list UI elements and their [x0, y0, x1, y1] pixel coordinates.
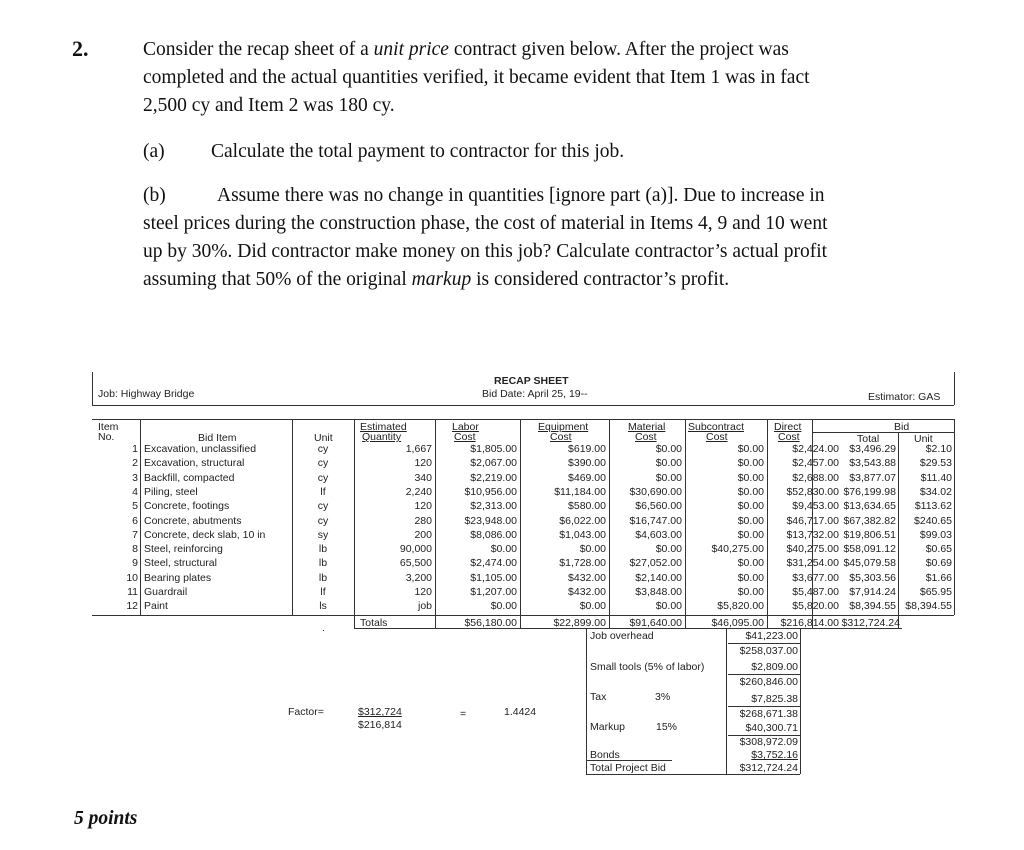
- cell-no: 7: [132, 528, 138, 541]
- estimator: Estimator: GAS: [868, 391, 941, 403]
- cell-equip: $1,043.00: [559, 528, 606, 541]
- totals-top-rule: [354, 615, 954, 616]
- cell-item: Excavation, structural: [144, 457, 245, 470]
- factor-equals: =: [460, 708, 467, 720]
- header-sub-2: Cost: [706, 431, 728, 443]
- sheet-title: RECAP SHEET: [494, 375, 569, 387]
- totals-label: Totals: [360, 617, 388, 629]
- cell-equip: $1,728.00: [559, 557, 606, 570]
- header-mat-2: Cost: [635, 431, 657, 443]
- factor-denominator: $216,814: [358, 719, 402, 731]
- totals-direct: $216,814.00: [780, 617, 839, 629]
- cell-qty: 120: [414, 500, 432, 513]
- sheet-left-border: [92, 372, 93, 405]
- cell-sub: $0.00: [737, 471, 764, 484]
- job-overhead-label: Job overhead: [590, 630, 654, 642]
- part-b-text: is considered contractor’s profit.: [471, 269, 730, 290]
- cell-equip: $432.00: [568, 586, 606, 598]
- cell-equip: $432.00: [568, 571, 606, 584]
- cell-qty: 1,667: [405, 443, 432, 455]
- cell-direct: $46,717.00: [786, 514, 839, 527]
- part-a-label: (a): [143, 141, 165, 162]
- cell-unit: cy: [317, 514, 329, 527]
- part-b-line-4: [143, 266, 948, 294]
- col-rule: [954, 419, 955, 615]
- cell-sub: $0.00: [737, 514, 764, 527]
- cell-unit-price: $113.62: [914, 500, 952, 513]
- header-direct-2: Cost: [778, 431, 800, 443]
- cell-qty: 90,000: [399, 543, 432, 556]
- points-label: 5 points: [74, 808, 138, 829]
- sheet-top-rule: [92, 405, 954, 406]
- cell-unit: cy: [317, 471, 329, 484]
- cell-item: Bearing plates: [144, 571, 212, 584]
- cell-direct: $13,732.00: [786, 528, 839, 541]
- cell-item: Concrete, footings: [144, 500, 230, 513]
- cell-total: $58,091.12: [843, 543, 896, 556]
- header-direct-1: Direct: [774, 421, 802, 433]
- cell-total: $7,914.24: [849, 586, 896, 598]
- totals-bid: $312,724.24: [841, 617, 900, 629]
- cell-unit: sy: [317, 528, 329, 541]
- cell-item: Concrete, deck slab, 10 in: [144, 528, 266, 541]
- cell-sub: $40,275.00: [711, 543, 764, 556]
- cell-mat: $4,603.00: [635, 528, 682, 541]
- cell-no: 10: [126, 571, 138, 584]
- cell-no: 4: [132, 485, 138, 498]
- cell-direct: $2,688.00: [792, 471, 839, 484]
- totals-mat: $91,640.00: [629, 617, 682, 629]
- cell-direct: $3,677.00: [792, 571, 839, 584]
- cell-qty: 65,500: [399, 557, 432, 570]
- cell-qty: job: [417, 600, 432, 613]
- intro-line-2: completed and the actual quantities verified, it became evident that Item 1 was in fact: [143, 67, 810, 88]
- part-b-line-3: up by 30%. Did contractor make money on this job? Calculate contractor’s actual profit: [143, 241, 828, 262]
- cell-qty: 340: [414, 471, 432, 484]
- header-qty-1: Estimated: [360, 421, 407, 433]
- cell-total: $45,079.58: [843, 557, 896, 570]
- cell-unit: cy: [317, 457, 329, 470]
- cell-qty: 120: [414, 586, 432, 598]
- cell-sub: $0.00: [737, 528, 764, 541]
- cell-mat: $0.00: [655, 600, 682, 613]
- tax-label: Tax: [590, 691, 607, 703]
- header-mat-1: Material: [628, 421, 666, 433]
- cell-item: Paint: [144, 600, 168, 613]
- cell-unit-price: $0.69: [925, 557, 952, 570]
- cell-total: $3,543.88: [849, 457, 896, 470]
- intro-line-3: 2,500 cy and Item 2 was 180 cy.: [143, 95, 395, 116]
- cell-unit-price: $240.65: [914, 514, 952, 527]
- cell-unit: lf: [320, 586, 326, 598]
- cell-unit-price: $29.53: [919, 457, 952, 470]
- cell-equip: $619.00: [568, 443, 606, 455]
- sheet-header-rule: [92, 419, 954, 420]
- intro-text: Consider the recap sheet of a: [143, 39, 374, 60]
- subtotal-4: $308,972.09: [739, 736, 798, 748]
- cell-equip: $0.00: [579, 600, 606, 613]
- cell-equip: $390.00: [568, 457, 606, 470]
- header-no: No.: [98, 431, 115, 443]
- stray-dot: .: [322, 622, 325, 634]
- factor-label: Factor=: [288, 706, 324, 718]
- cell-item: Concrete, abutments: [144, 514, 242, 527]
- cell-unit-price: $8,394.55: [905, 600, 952, 613]
- part-a: [143, 141, 624, 163]
- intro-line-1: [143, 36, 943, 64]
- summary-left-rule: [586, 628, 587, 774]
- cell-no: 3: [132, 471, 138, 484]
- part-b: [143, 182, 948, 294]
- bonds-rule: [586, 760, 672, 761]
- header-bid-item: Bid Item: [198, 432, 237, 444]
- header-sub-1: Subcontract: [688, 421, 745, 433]
- cell-no: 5: [132, 500, 138, 513]
- cell-unit: lb: [318, 571, 328, 584]
- cell-total: $5,303.56: [849, 571, 896, 584]
- cell-direct: $2,424.00: [792, 443, 839, 455]
- cell-labor: $0.00: [490, 543, 517, 556]
- summary-rule: [728, 643, 800, 644]
- header-item: Item: [98, 421, 119, 433]
- cell-labor: $1,805.00: [470, 443, 517, 455]
- cell-sub: $5,820.00: [717, 600, 764, 613]
- cell-labor: $23,948.00: [464, 514, 517, 527]
- cell-unit: cy: [317, 500, 329, 513]
- cell-mat: $0.00: [655, 457, 682, 470]
- bonds-value: $3,752.16: [751, 749, 798, 761]
- cell-labor: $2,067.00: [470, 457, 517, 470]
- cell-total: $8,394.55: [849, 600, 896, 613]
- cell-unit-price: $34.02: [919, 485, 952, 498]
- cell-mat: $6,560.00: [635, 500, 682, 513]
- subtotal-3: $268,671.38: [739, 708, 798, 720]
- intro-text: contract given below. After the project was: [448, 39, 789, 60]
- cell-equip: $580.00: [568, 500, 606, 513]
- subtotal-1: $258,037.00: [739, 645, 798, 657]
- recap-sheet: [92, 372, 954, 778]
- cell-no: 8: [132, 543, 138, 556]
- tax-value: $7,825.38: [751, 693, 798, 705]
- header-labor-2: Cost: [454, 431, 476, 443]
- cell-total: $19,806.51: [843, 528, 896, 541]
- cell-mat: $2,140.00: [635, 571, 682, 584]
- cell-direct: $9,453.00: [792, 500, 839, 513]
- part-b-label: (b): [143, 185, 166, 206]
- cell-total: $67,382.82: [843, 514, 896, 527]
- rows-bottom-rule: [92, 615, 354, 616]
- cell-unit-price: $2.10: [925, 443, 952, 455]
- cell-qty: 200: [414, 528, 432, 541]
- cell-mat: $27,052.00: [629, 557, 682, 570]
- question-number: 2.: [72, 36, 89, 61]
- cell-total: $76,199.98: [843, 485, 896, 498]
- header-bid: Bid: [894, 421, 910, 433]
- cell-equip: $469.00: [568, 471, 606, 484]
- total-bid-value: $312,724.24: [739, 762, 798, 774]
- header-total: Total: [857, 433, 880, 445]
- cell-mat: $0.00: [655, 443, 682, 455]
- header-labor-1: Labor: [452, 421, 479, 433]
- cell-unit-price: $11.40: [920, 471, 952, 484]
- cell-mat: $0.00: [655, 543, 682, 556]
- part-b-line-1: [143, 182, 948, 210]
- cell-direct: $31,254.00: [786, 557, 839, 570]
- factor-numerator: $312,724: [358, 706, 402, 718]
- markup-value: $40,300.71: [745, 722, 798, 734]
- cell-qty: 2,240: [405, 485, 432, 498]
- cell-labor: $1,105.00: [470, 571, 517, 584]
- cell-qty: 120: [414, 457, 432, 470]
- summary-mid-rule: [726, 628, 727, 774]
- header-unit: Unit: [314, 432, 333, 444]
- cell-direct: $5,487.00: [792, 586, 839, 598]
- job-name: Job: Highway Bridge: [98, 388, 195, 400]
- summary-rule: [728, 674, 800, 675]
- col-rule: [140, 419, 141, 615]
- cell-sub: $0.00: [737, 500, 764, 513]
- summary-right-rule: [800, 628, 801, 774]
- cell-item: Steel, structural: [144, 557, 217, 570]
- factor-value: 1.4424: [504, 706, 537, 718]
- cell-unit: ls: [319, 600, 327, 613]
- cell-qty: 280: [414, 514, 432, 527]
- summary-rule: [728, 706, 800, 707]
- cell-sub: $0.00: [737, 586, 764, 598]
- header-equip-1: Equipment: [538, 421, 589, 433]
- header-equip-2: Cost: [550, 431, 572, 443]
- cell-item: Backfill, compacted: [144, 471, 235, 484]
- cell-sub: $0.00: [737, 557, 764, 570]
- cell-no: 12: [126, 600, 138, 613]
- cell-total: $3,496.29: [849, 443, 896, 455]
- part-b-line-2: steel prices during the construction phase, the cost of material in Items 4, 9 and 10 went: [143, 213, 828, 234]
- cell-qty: 3,200: [405, 571, 432, 584]
- question-intro: [143, 36, 943, 120]
- cell-unit-price: $65.95: [919, 586, 952, 598]
- header-qty-2: Quantity: [362, 431, 402, 443]
- part-b-emphasis: markup: [411, 269, 472, 290]
- cell-no: 1: [132, 443, 138, 455]
- cell-labor: $8,086.00: [470, 528, 517, 541]
- cell-mat: $16,747.00: [629, 514, 682, 527]
- cell-unit-price: $0.65: [925, 543, 952, 556]
- bid-date: Bid Date: April 25, 19--: [482, 388, 588, 400]
- cell-labor: $0.00: [490, 600, 517, 613]
- cell-sub: $0.00: [737, 443, 764, 455]
- cell-item: Piling, steel: [144, 485, 198, 498]
- totals-labor: $56,180.00: [464, 617, 517, 629]
- markup-label: Markup: [590, 721, 626, 733]
- small-tools-label: Small tools (5% of labor): [590, 661, 705, 673]
- cell-unit-price: $99.03: [919, 528, 952, 541]
- markup-rate: 15%: [656, 721, 678, 733]
- cell-equip: $0.00: [579, 543, 606, 556]
- cell-sub: $0.00: [737, 457, 764, 470]
- cell-labor: $10,956.00: [464, 485, 517, 498]
- cell-unit: cy: [317, 443, 329, 455]
- cell-mat: $3,848.00: [635, 586, 682, 598]
- cell-unit: lb: [318, 543, 328, 556]
- cell-direct: $40,275.00: [786, 543, 839, 556]
- cell-equip: $11,184.00: [554, 485, 606, 498]
- cell-labor: $2,313.00: [470, 500, 517, 513]
- cell-total: $3,877.07: [849, 471, 896, 484]
- cell-sub: $0.00: [737, 485, 764, 498]
- cell-labor: $2,474.00: [470, 557, 517, 570]
- cell-labor: $2,219.00: [470, 471, 517, 484]
- totals-sub: $46,095.00: [711, 617, 764, 629]
- cell-no: 9: [132, 557, 138, 570]
- cell-item: Guardrail: [144, 586, 188, 598]
- intro-emphasis: unit price: [373, 39, 449, 60]
- tax-rate: 3%: [655, 691, 671, 703]
- cell-item: Steel, reinforcing: [144, 543, 223, 556]
- sheet-right-border: [954, 372, 955, 405]
- part-a-text: Calculate the total payment to contractor for this job.: [211, 141, 625, 162]
- cell-unit: lf: [320, 485, 326, 498]
- summary-bottom-rule: [586, 774, 800, 775]
- cell-no: 11: [127, 586, 138, 598]
- cell-mat: $0.00: [655, 471, 682, 484]
- cell-unit: lb: [318, 557, 328, 570]
- cell-total: $13,634.65: [843, 500, 896, 513]
- cell-item: Excavation, unclassified: [144, 443, 257, 455]
- total-bid-label: Total Project Bid: [590, 762, 666, 774]
- cell-direct: $2,457.00: [792, 457, 839, 470]
- bonds-label: Bonds: [590, 749, 620, 761]
- header-unit-price: Unit: [914, 433, 933, 445]
- cell-sub: $0.00: [737, 571, 764, 584]
- totals-equip: $22,899.00: [553, 617, 606, 629]
- cell-direct: $5,820.00: [792, 600, 839, 613]
- cell-unit-price: $1.66: [925, 571, 952, 584]
- part-b-text: assuming that 50% of the original: [143, 269, 412, 290]
- cell-no: 2: [132, 457, 138, 470]
- cell-labor: $1,207.00: [470, 586, 517, 598]
- cell-no: 6: [132, 514, 138, 527]
- small-tools-value: $2,809.00: [751, 661, 798, 673]
- cell-direct: $52,830.00: [786, 485, 839, 498]
- subtotal-2: $260,846.00: [739, 676, 798, 688]
- cell-mat: $30,690.00: [629, 485, 682, 498]
- cell-equip: $6,022.00: [559, 514, 606, 527]
- job-overhead-value: $41,223.00: [745, 630, 798, 642]
- part-b-text: Assume there was no change in quantities [ignore part (a)]. Due to increase in: [217, 185, 825, 206]
